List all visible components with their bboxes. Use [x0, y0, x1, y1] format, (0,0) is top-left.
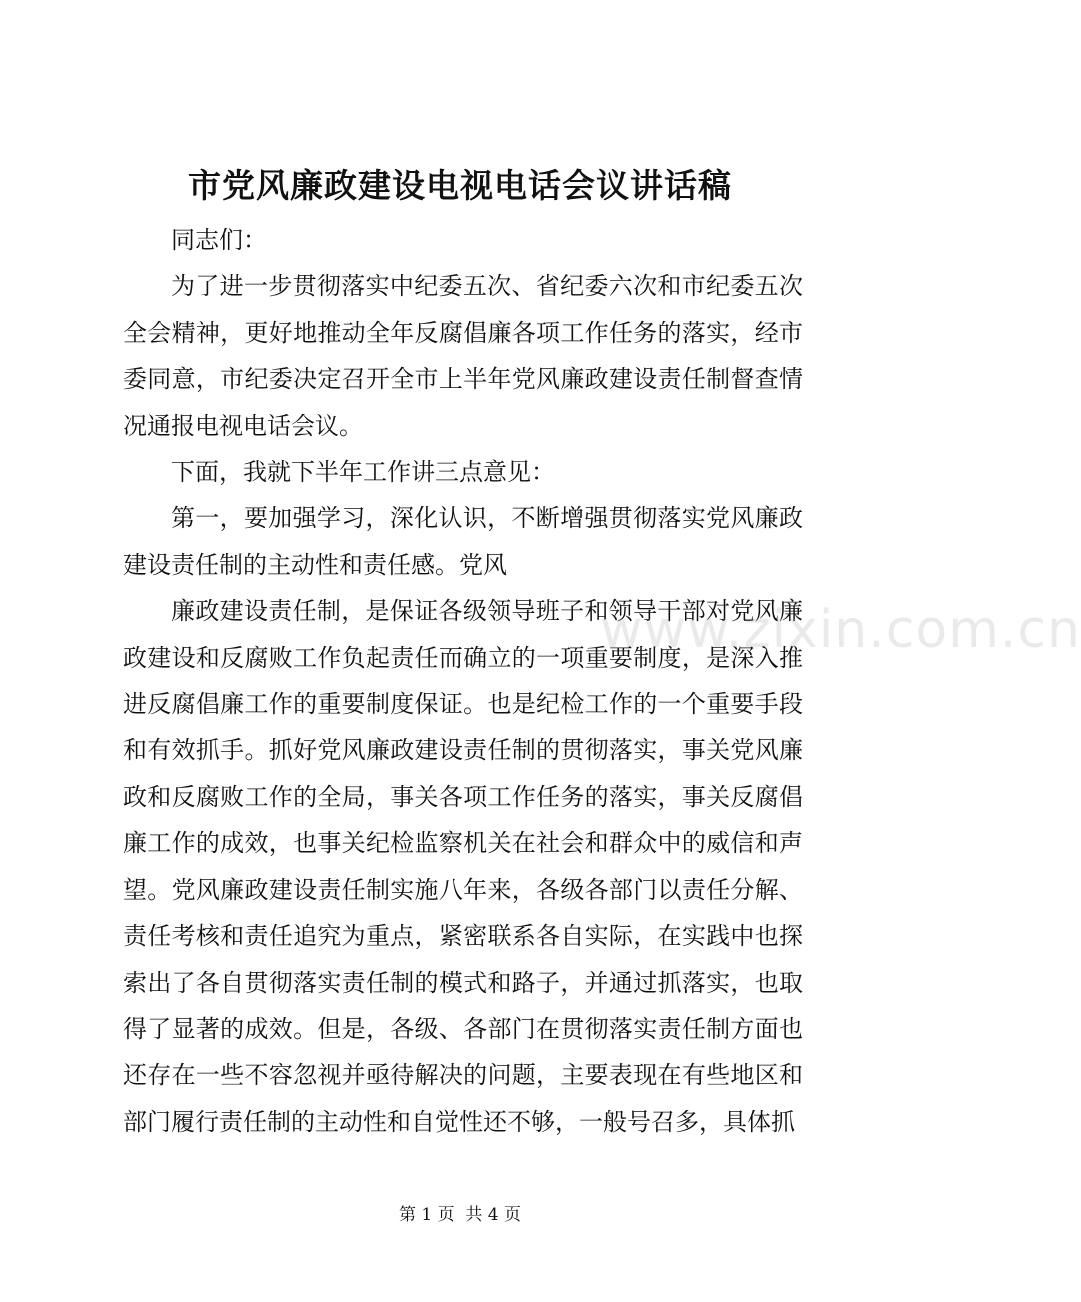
watermark: www.zixin.com.cn: [600, 600, 1081, 660]
paragraph-point-one: 第一，要加强学习，深化认识，不断增强贯彻落实党风廉政建设责任制的主动性和责任感。党风: [123, 504, 803, 579]
paragraph-intro: 为了进一步贯彻落实中纪委五次、省纪委六次和市纪委五次全会精神，更好地推动全年反腐倡廉各项工作任务的落实，经市委同意，市纪委决定召开全市上半年党风廉政建设责任制督查情况通报电视电话会议。: [123, 272, 803, 440]
paragraph-salutation: 同志们：: [171, 226, 267, 254]
page-footer: 第 1 页 共 4 页: [398, 1205, 522, 1225]
paragraph-outline: 下面，我就下半年工作讲三点意见：: [171, 458, 555, 487]
document-body: [123, 217, 803, 1145]
paragraph-responsibility: 廉政建设责任制，是保证各级领导班子和领导干部对党风廉政建设和反腐败工作负起责任而确立的一项重要制度，是深入推进反腐倡廉工作的重要制度保证。也是纪检工作的一个重要手段和有效抓手。抓好党风廉政建设责任制的贯彻落实，事关党风廉政和反腐败工作的全局，事关各项工作任务的落实，事关反腐倡廉工作的成效，也事关纪检监察机关在社会和群众中的威信和声望。党风廉政建设责任制实施八年来，各级各部门以责任分解、责任考核和责任追究为重点，紧密联系各自实际，在实践中也探索出了各自贯彻落实责任制的模式和路子，并通过抓落实，也取得了显著的成效。但是，各级、各部门在贯彻落实责任制方面也还存在一些不容忽视并亟待解决的问题，主要表现在有些地区和部门履行责任制的主动性和自觉性还不够，一般号召多，具体抓: [123, 597, 803, 1136]
document-title: 市党风廉政建设电视电话会议讲话稿: [188, 166, 732, 205]
